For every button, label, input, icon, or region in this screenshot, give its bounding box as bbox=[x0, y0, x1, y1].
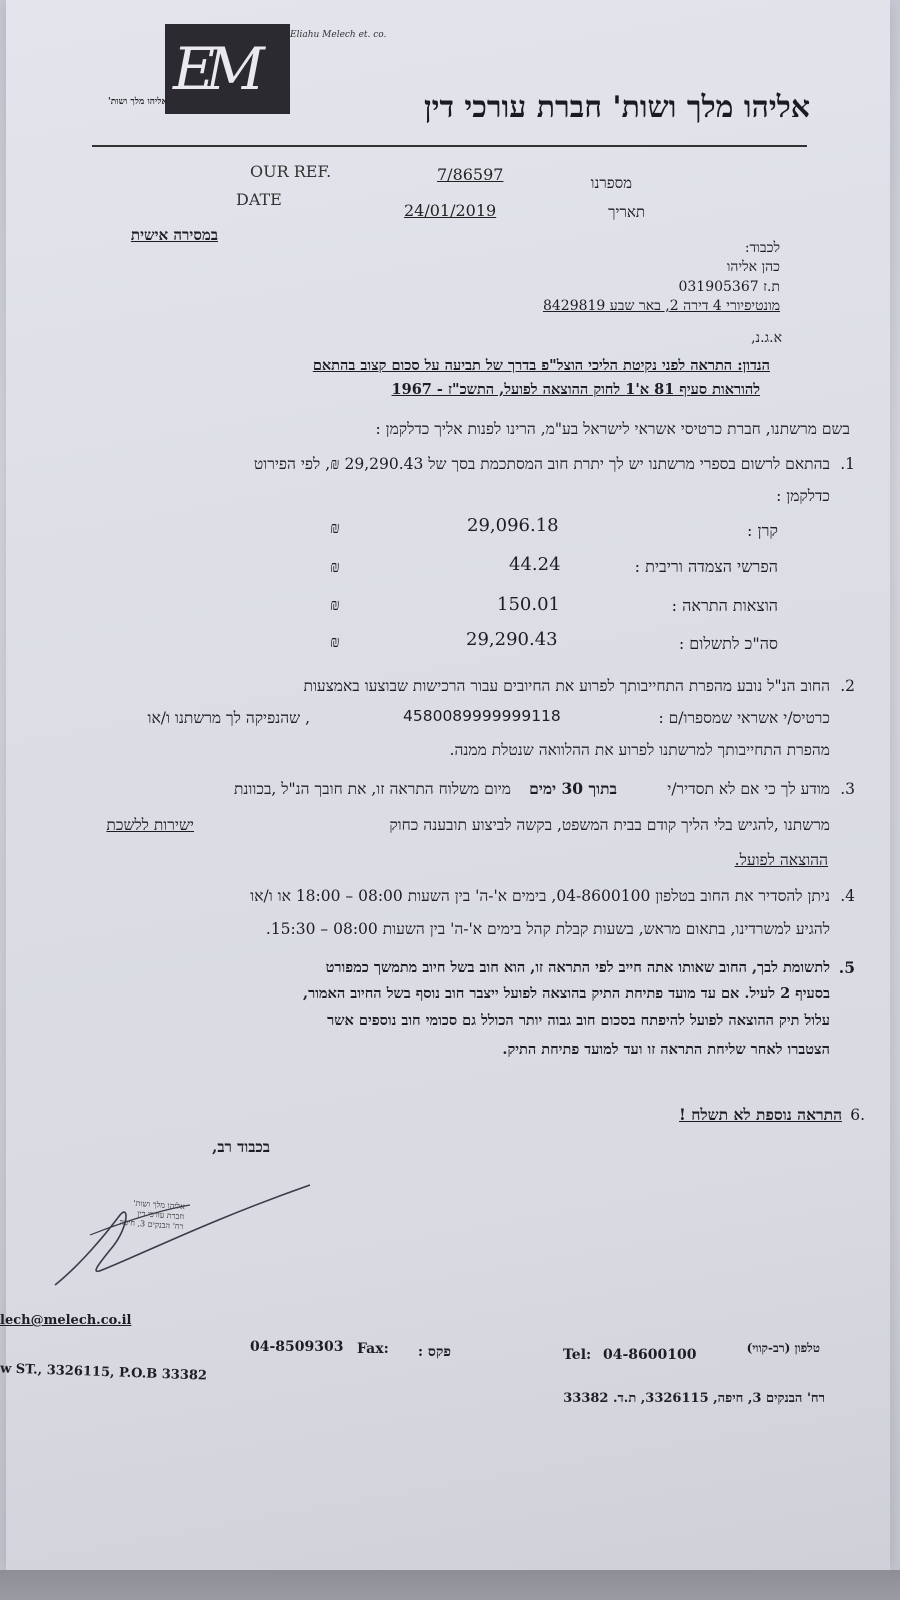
firm-logo bbox=[165, 24, 290, 114]
p4-number: 4. bbox=[840, 887, 855, 905]
date-label: DATE bbox=[236, 190, 282, 209]
p5-line-1: לתשומת לבך, החוב שאותו אתה חייב לפי התראה זו, הוא חוב בשל חיוב מתמשך כמפורט bbox=[325, 959, 830, 976]
footer-email[interactable]: lech@melech.co.il bbox=[0, 1313, 132, 1328]
stamp-line: רח' הבנקים 3, חיפה bbox=[119, 1217, 184, 1232]
p1-line-2: כדלקמן : bbox=[776, 487, 830, 505]
firm-name-heading: אליהו מלך ושות' חברת עורכי דין bbox=[423, 90, 810, 125]
intro-paragraph: בשם מרשתנו, חברת כרטיסי אשראי לישראל בע"מ, הרינו לפנות אליך כדלקמן : bbox=[375, 420, 850, 438]
p1-line-1: בהתאם לרשום בספרי מרשתנו יש לך יתרת חוב המסתכמת בסך של 29,290.43 ₪, לפי הפירוט bbox=[253, 455, 830, 473]
logo-english-text: Eliahu Melech et. co. bbox=[290, 30, 387, 40]
amount-label-warning-fees: הוצאות התראה : bbox=[671, 596, 778, 615]
stamp-line: אליהו מלך ושות' bbox=[133, 1198, 186, 1212]
p2-line-2a: כרטיס/י אשראי שמספרו/ם : bbox=[658, 709, 830, 727]
p3-number: 3. bbox=[840, 780, 855, 798]
header-divider bbox=[92, 145, 807, 147]
p5-line-4: הצטברו לאחר שליחת התראה זו ועד למועד פתיחת התיק. bbox=[502, 1041, 830, 1058]
p5-number: 5. bbox=[838, 958, 855, 977]
p2-number: 2. bbox=[840, 677, 855, 695]
p4-line-1: ניתן להסדיר את החוב בטלפון 04-8600100, בימים א'-ה' בין השעות 08:00 – 18:00 או ו/או bbox=[250, 887, 830, 905]
p5-line-2: בסעיף 2 לעיל. אם עד מועד פתיחת התיק בהוצאה לפועל ייצבר חוב נוסף בשל החיוב האמור, bbox=[303, 985, 830, 1002]
background-surface bbox=[0, 1570, 900, 1600]
subject-line-1: הנדון: התראה לפני נקיטת הליכי הוצל"פ בדרך של תביעה על סכום קצוב בהתאם bbox=[312, 357, 770, 374]
shekel-icon: ₪ bbox=[330, 595, 340, 614]
shekel-icon: ₪ bbox=[330, 632, 340, 651]
p3-line-2a: מרשתנו ,להגיש בלי הליך קודם בבית המשפט, בקשה לביצוע תובענה כחוק bbox=[389, 816, 830, 834]
signature-stamp bbox=[119, 1198, 185, 1232]
amount-label-interest: הפרשי הצמדה וריבית : bbox=[634, 557, 778, 576]
recipient-name: כהן אליהו bbox=[726, 259, 780, 275]
p1-number: 1. bbox=[840, 455, 855, 473]
p6-text: התראה נוספת לא תשלח ! bbox=[679, 1105, 842, 1124]
p5-line-3: עלול תיק ההוצאה לפועל להיפתח בסכום חוב גבוה יותר הכולל גם סכומי חוב נוספים אשר bbox=[327, 1012, 830, 1029]
amount-label-total: סה"כ לתשלום : bbox=[678, 634, 778, 653]
our-ref-label: OUR REF. bbox=[250, 162, 332, 181]
footer-fax-label: Fax: bbox=[357, 1341, 389, 1357]
amount-value-total: 29,290.43 bbox=[466, 629, 558, 650]
p3-direct-to-bureau: ישירות ללשכת bbox=[106, 816, 194, 834]
recipient-to-label: לכבוד: bbox=[744, 240, 780, 256]
amount-label-principal: קרן : bbox=[747, 521, 778, 540]
p2-line-3: מהפרת התחייבותך למרשתנו לפרוע את ההלוואה שנטלת ממנה. bbox=[449, 741, 830, 759]
date-hebrew-label: תאריך bbox=[608, 203, 645, 221]
logo-hebrew-text: אליהו מלך ושות' bbox=[108, 97, 168, 107]
recipient-id: ת.ז 031905367 bbox=[678, 279, 780, 295]
our-ref-hebrew-label: מספרנו bbox=[590, 174, 632, 192]
closing-regards: בכבוד רב, bbox=[212, 1138, 270, 1156]
p2-line-1: החוב הנ"ל נובע מהפרת התחייבותך לפרוע את החיובים עבור הרכישות שבוצעו באמצעות bbox=[303, 677, 830, 695]
recipient-address: מונטיפיורי 4 דירה 2, באר שבע 8429819 bbox=[542, 298, 780, 314]
footer-address-hebrew: רח' הבנקים 3, חיפה, 3326115, ת.ד. 33382 bbox=[563, 1391, 825, 1406]
p2-line-2b: , שהנפיקה לך מרשתנו ו/או bbox=[147, 709, 310, 727]
logo-monogram: EM bbox=[173, 35, 255, 103]
p6-number: .6 bbox=[850, 1106, 865, 1124]
p3-thirty-days: בתוך 30 ימים bbox=[529, 779, 617, 798]
delivery-method: במסירה אישית bbox=[130, 226, 218, 244]
subject-line-2: להוראות סעיף 81 א'1 לחוק ההוצאה לפועל, התשכ"ז - 1967 bbox=[391, 381, 760, 398]
amount-value-warning-fees: 150.01 bbox=[497, 594, 560, 615]
footer-address-english: w ST., 3326115, P.O.B 33382 bbox=[0, 1361, 208, 1384]
card-number: 4580089999999118 bbox=[403, 707, 561, 725]
shekel-icon: ₪ bbox=[330, 518, 340, 537]
p4-line-2: להגיע למשרדינו, בתאום מראש, בשעות קבלת קהל בימים א'-ה' בין השעות 08:00 – 15:30. bbox=[265, 920, 830, 938]
footer-tel-hebrew: טלפון (רב-קווי) bbox=[746, 1341, 820, 1355]
signature-scribble bbox=[50, 1175, 320, 1295]
footer-tel-number: 04-8600100 bbox=[603, 1347, 697, 1363]
greeting: א.ג.נ, bbox=[751, 330, 782, 346]
p3-line-1c: מיום משלוח התראה זו, את חובך הנ"ל ,בכוונת bbox=[233, 780, 511, 798]
footer-fax-hebrew: פקס : bbox=[417, 1344, 451, 1360]
amount-value-interest: 44.24 bbox=[509, 554, 561, 575]
our-ref-value: 7/86597 bbox=[437, 165, 504, 184]
p3-line-1a: מודע לך כי אם לא תסדיר/י bbox=[667, 780, 830, 798]
p3-line-3: ההוצאה לפועל. bbox=[734, 851, 828, 869]
amount-value-principal: 29,096.18 bbox=[467, 515, 559, 536]
date-value: 24/01/2019 bbox=[404, 201, 497, 220]
footer-tel-label: Tel: bbox=[563, 1347, 592, 1363]
stamp-line: חברת עורכי דין bbox=[136, 1208, 185, 1222]
footer-fax-number: 04-8509303 bbox=[250, 1339, 344, 1355]
shekel-icon: ₪ bbox=[330, 557, 340, 576]
